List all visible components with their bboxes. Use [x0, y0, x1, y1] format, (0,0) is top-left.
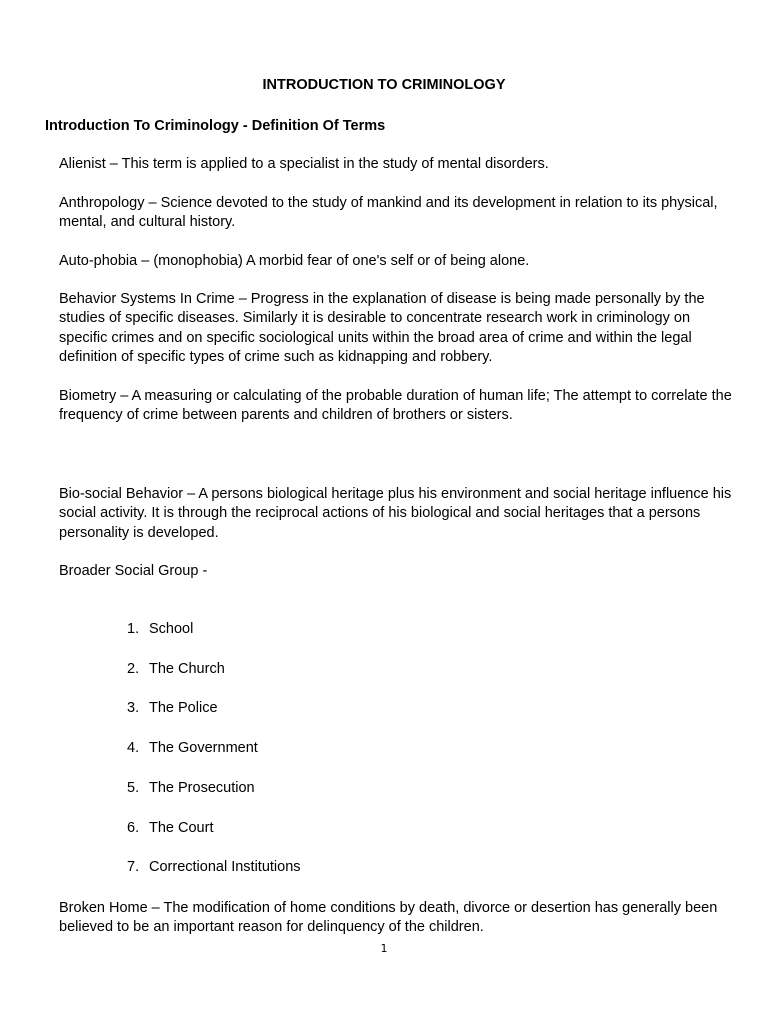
- definition-behavior-systems: Behavior Systems In Crime – Progress in the explanation of disease is being made personally by the studies of specific diseases. Similarly it is desirable to concentrate research work in criminology on specific crimes and on specific sociological units within the broad area of crime and within the legal definition of specific types of crime such as kidnapping and robbery.: [59, 291, 705, 365]
- definition-broken-home: Broken Home – The modification of home conditions by death, divorce or desertion has generally been believed to be an important reason for delinquency of the children.: [59, 900, 718, 936]
- page-number: 1: [380, 942, 388, 955]
- list-item-number: 5.: [127, 780, 140, 796]
- list-item-number: 1.: [127, 621, 140, 637]
- list-item-number: 4.: [127, 740, 140, 756]
- section-heading: Introduction To Criminology - Definition Of Terms: [45, 118, 386, 134]
- list-item-number: 7.: [127, 859, 140, 875]
- list-item-text: The Court: [149, 820, 214, 836]
- list-item-text: The Government: [149, 740, 258, 756]
- list-item-text: School: [149, 621, 194, 637]
- definition-broader-social-group: Broader Social Group -: [59, 563, 208, 579]
- list-item-number: 3.: [127, 700, 140, 716]
- definition-auto-phobia: Auto-phobia – (monophobia) A morbid fear of one's self or of being alone.: [59, 253, 530, 269]
- page-title: INTRODUCTION TO CRIMINOLOGY: [262, 77, 506, 93]
- definition-bio-social-behavior: Bio-social Behavior – A persons biological heritage plus his environment and social heritage influence his social activity. It is through the reciprocal actions of his biological and social heritages that a persons personality is developed.: [59, 486, 732, 541]
- definition-alienist: Alienist – This term is applied to a specialist in the study of mental disorders.: [59, 156, 549, 172]
- definition-biometry: Biometry – A measuring or calculating of the probable duration of human life; The attempt to correlate the frequency of crime between parents and children of brothers or sisters.: [59, 388, 732, 424]
- list-item-text: Correctional Institutions: [149, 859, 301, 875]
- list-item-number: 2.: [127, 661, 140, 677]
- list-item-text: The Church: [149, 661, 225, 677]
- list-item-text: The Prosecution: [149, 780, 255, 796]
- definition-anthropology: Anthropology – Science devoted to the study of mankind and its development in relation to its physical, mental, and cultural history.: [59, 195, 718, 231]
- list-item-number: 6.: [127, 820, 140, 836]
- list-item-text: The Police: [149, 700, 218, 716]
